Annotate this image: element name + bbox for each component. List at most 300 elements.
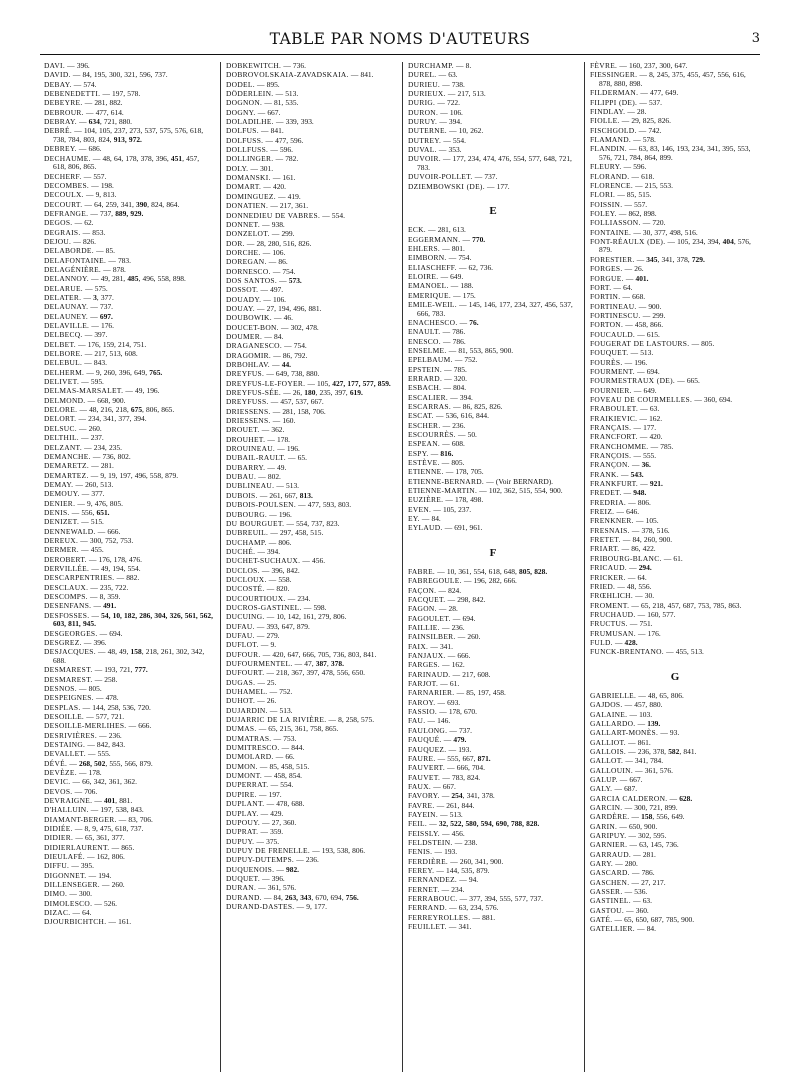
author-name: GALLOUIN. — [590, 765, 633, 775]
author-name: GARIPUY. — [590, 830, 627, 840]
author-name: FELDSTEIN. — [408, 837, 453, 847]
author-name: GAJDOS. — [590, 700, 623, 710]
index-entry: DUPLANT. — 478, 688. — [226, 799, 305, 809]
index-entry: EHLERS. — 801. — [408, 243, 465, 253]
index-entry: DEVÈZE. — 178. — [44, 767, 102, 777]
author-name: DUQUENOIS. — [226, 864, 275, 874]
index-entry: DRAGANESCO. — 754. — [226, 341, 307, 351]
author-name: ESCARRAS. — [408, 401, 451, 411]
index-entry: FRANÇON. — 36. — [590, 460, 651, 470]
author-name: DUPUY. — [226, 836, 255, 846]
page-ref: 9, 19, 197, 496, 558, 879. — [100, 470, 179, 480]
index-entry: DRIESSENS. — 160. — [226, 416, 296, 426]
index-entry: DROUHET. — 178. — [226, 434, 291, 444]
author-name: GALY. — [590, 784, 613, 794]
page-ref: 85. — [105, 246, 115, 256]
index-entry: DUPUY DE FRENELLE. — 193, 538, 806. — [226, 845, 366, 855]
page-ref: 64, 259, 341, — [94, 199, 136, 209]
author-name: DEBRÉ. — [44, 126, 73, 136]
author-name: GALLIOT. — [590, 737, 626, 747]
page-ref: 558. — [278, 574, 292, 584]
index-entry: FORT. — 64. — [590, 282, 633, 292]
page-ref: 843. — [93, 358, 107, 368]
author-name: DUVAL. — [408, 145, 437, 155]
page-ref: 801. — [451, 243, 465, 253]
index-entry: DREYFUS. — 649, 738, 880. — [226, 369, 320, 379]
index-entry: DENNEWALD. — 666. — [44, 526, 121, 536]
author-name: GARY. — [590, 859, 614, 868]
page-ref-bold: 485 — [127, 274, 139, 284]
author-name: DAVID. — [44, 70, 71, 80]
page-ref: 513. — [640, 348, 654, 358]
index-entry: FISCHGOLD. — 742. — [590, 125, 662, 135]
index-entry: DENIZET. — 515. — [44, 517, 104, 527]
page-ref: 46. — [283, 313, 293, 323]
author-name: FIOLLE. — [590, 116, 620, 126]
page-ref: 261, 667, — [269, 490, 300, 500]
index-entry: FABRE. — 10, 361, 554, 618, 648, 805, 828. — [408, 566, 548, 576]
page-ref: 103. — [639, 709, 653, 719]
page-ref: 361, 576. — [267, 883, 297, 893]
page-ref-bold: 139. — [647, 718, 661, 728]
author-name: FRESNAIS. — [590, 525, 630, 535]
index-entry: EMERIQUE. — 175. — [408, 290, 476, 300]
page-ref-bold: 428. — [624, 637, 638, 647]
page-ref: 84. — [273, 331, 284, 341]
author-name: DESMAREST. — [44, 674, 93, 684]
page-ref: , 556, 649. — [652, 812, 685, 822]
page-ref: 177. — [496, 181, 510, 191]
author-name: ENSELME. — [408, 345, 447, 355]
index-entry: DUBREUIL. — 297, 458, 515. — [226, 528, 324, 538]
author-name: FREDRIA. — [590, 497, 627, 507]
page-ref: 302, 478. — [290, 322, 319, 332]
author-name: DUMON. — [226, 761, 258, 771]
page-ref: , 576, 879. — [599, 236, 751, 255]
author-name: DOMINGUEZ. — [226, 191, 276, 201]
page-ref: 279. — [266, 630, 280, 640]
index-entry: ESPEAN. — 608. — [408, 439, 465, 449]
author-name: DURAND-DASTES. — [226, 901, 295, 911]
index-entry: DELMOND. — 668, 900. — [44, 395, 126, 405]
index-entry: DIMOLESCO. — 526. — [44, 898, 118, 908]
index-entry: DESTAING. — 842, 843. — [44, 739, 126, 749]
page-ref: 786. — [452, 336, 466, 346]
author-name: DECOMBES. — [44, 180, 90, 190]
author-name: DIZAC. — [44, 908, 71, 918]
page-ref-bold: 543. — [630, 469, 644, 479]
index-entry: ELIASCHEFF. — 62, 736. — [408, 262, 494, 272]
author-name: FANJAUX. — [408, 651, 446, 661]
index-entry: FOVEAU DE COURMELLES. — 360, 694. — [590, 394, 733, 404]
page-ref: 193. — [458, 744, 472, 754]
author-name: DUPRAT. — [226, 827, 259, 837]
index-entry: FORESTIER. — 345, 341, 378, 729. — [590, 254, 705, 264]
index-entry: DILLENSEGER. — 260. — [44, 880, 125, 890]
index-entry: FOUQUET. — 513. — [590, 348, 654, 358]
index-entry: DEBENEDETTI. — 197, 578. — [44, 89, 141, 99]
author-name: ENAULT. — [408, 327, 441, 337]
author-name: FAUQUÉ. — [408, 735, 442, 745]
page-ref: 144, 535, 879. — [446, 865, 490, 875]
index-entry: FAIX. — 341. — [408, 641, 453, 651]
page-ref: 176, 178, 476. — [98, 554, 142, 564]
index-entry: DURCHAMP. — 8. — [408, 61, 472, 70]
author-name: DÖDERLEIN. — [226, 89, 274, 99]
author-name: DELZANT. — [44, 442, 82, 452]
author-name: DEJOU. — [44, 236, 72, 246]
author-name: FINDLAY. — [590, 106, 626, 116]
page-ref: 805. — [88, 683, 102, 693]
page-ref: 65, 218, 457, 687, 753, 785, 863. — [641, 600, 742, 610]
page-ref: 297, 458, 515. — [279, 528, 324, 538]
index-entry: GALY. — 687. — [590, 784, 638, 794]
index-entry: FEISSLY. — 456. — [408, 828, 465, 838]
author-name: FEISSLY. — [408, 828, 440, 838]
author-name: ESCHER. — [408, 420, 441, 430]
page-ref: 64. — [637, 572, 647, 582]
author-name: DUCROS-GASTINEL. — [226, 602, 302, 612]
author-name: FAINSILBER. — [408, 632, 456, 642]
page-ref: 178, 498. — [455, 495, 484, 505]
author-name: DENNEWALD. — [44, 526, 96, 536]
page-ref: , 881. — [115, 795, 133, 805]
index-entry: DUCOSTÉ. — 820. — [226, 584, 290, 594]
index-entry: DOUBOWIK. — 46. — [226, 313, 293, 323]
page-ref: 666. — [457, 651, 471, 661]
author-name: FRIART. — [590, 544, 620, 554]
author-name: GASSER. — [590, 887, 623, 897]
author-name: DEMAY. — [44, 479, 74, 489]
author-name: FORTINEAU. — [590, 301, 637, 311]
index-entry: ESPY. — 816. — [408, 448, 454, 458]
index-entry: ETIENNE. — 178, 705. — [408, 467, 484, 477]
index-entry: DELHERM. — 9, 260, 396, 649, 765. — [44, 367, 163, 377]
author-name: FUNCK-BRENTANO. — [590, 647, 664, 657]
index-entry: DELAUNEY. — 697. — [44, 311, 113, 321]
index-entry: DUQUENOIS. — 982. — [226, 864, 300, 874]
page-ref: 339, 393. — [285, 117, 314, 127]
page-ref: 646. — [626, 507, 640, 517]
index-entry: FAUVERT. — 666, 704. — [408, 763, 485, 773]
index-entry: DUMONT. — 458, 854. — [226, 771, 303, 781]
author-name: DELSUC. — [44, 423, 77, 433]
page-ref: 197, 578. — [112, 89, 141, 99]
author-name: FAVORY. — [408, 791, 440, 801]
index-entry: DUFOURT. — 218, 367, 397, 478, 556, 650. — [226, 668, 366, 678]
page-ref: 693. — [447, 697, 461, 707]
page-ref-bold: 387 — [315, 659, 327, 668]
author-name: FOLEY. — [590, 208, 617, 218]
index-entry: DONNET. — 938. — [226, 219, 285, 229]
index-entry: DREYFUS-LE-FOYER. — 105, 427, 177, 577, 859. — [226, 378, 391, 388]
page-ref-bold: 268, 502 — [78, 758, 106, 768]
index-entry: FERDIÈRE. — 260, 341, 900. — [408, 856, 504, 866]
page-ref: , 341, 378. — [462, 791, 495, 801]
author-name: GARCIN. — [590, 802, 623, 812]
page-ref: 62. — [84, 218, 94, 228]
author-name: FERNET. — [408, 884, 440, 894]
index-entry: DAVID. — 84, 195, 300, 321, 596, 737. — [44, 70, 168, 80]
page-ref: 64. — [82, 908, 92, 918]
page-ref-bold: 390 — [135, 199, 148, 209]
author-name: DESGEORGES. — [44, 628, 98, 638]
index-entry: DOS SANTOS. — 573. — [226, 275, 302, 285]
page-ref: 234, 235. — [93, 442, 122, 452]
author-name: FAUVET. — [408, 772, 441, 782]
page-ref: 162, 806. — [96, 852, 125, 862]
author-name: DURAND. — [226, 892, 262, 902]
author-name: DUFOUR. — [226, 649, 261, 659]
page-title: TABLE PAR NOMS D'AUTEURS — [269, 30, 531, 48]
page-ref: 9, 813. — [95, 190, 117, 200]
index-entry: GALAINE. — 103. — [590, 709, 653, 719]
index-entry: DOLADILHE. — 339, 393. — [226, 117, 314, 127]
author-name: FLAMAND. — [590, 134, 632, 144]
author-name: DELARUE. — [44, 283, 83, 293]
author-name: FOLLIASSON. — [590, 218, 641, 228]
index-entry: DJOURBICHTCH. — 161. — [44, 917, 132, 927]
author-name: DELBECQ. — [44, 330, 83, 340]
index-entry: DUMATRAS. — 753. — [226, 733, 297, 743]
author-name: GALLOT. — [590, 756, 624, 766]
author-name: FOURNIER. — [590, 385, 632, 395]
author-name: FERRABOUC. — [408, 894, 458, 903]
page-ref: 104, 105, 237, 273, 537, 575, 576, 618, 738, 784, 803, 824, — [53, 126, 204, 144]
page-ref: 395. — [80, 861, 94, 871]
page-ref: 261, 844. — [446, 800, 475, 810]
author-name: DESFOSSES. — [44, 610, 90, 620]
page-ref: 281. — [100, 461, 114, 471]
page-ref: 8, 245, 375, 455, 457, 556, 616, 878, 880, 898. — [599, 70, 746, 88]
page-ref: 478, 688. — [276, 799, 305, 809]
author-name: FOURMESTRAUX (DE). — [590, 376, 676, 386]
index-entry: DELANNOY. — 49, 281, 485, 496, 558, 898. — [44, 274, 186, 284]
page-ref: 359. — [270, 827, 284, 837]
author-name: DUMOLARD. — [226, 752, 274, 762]
index-entry: FAÇON. — 824. — [408, 585, 462, 595]
index-entry: ESBACH. — 804. — [408, 383, 467, 393]
index-entry: FAINSILBER. — 260. — [408, 632, 481, 642]
author-name: FORGES. — [590, 264, 623, 274]
author-name: FAUVERT. — [408, 763, 446, 773]
page-ref-bold: 697. — [99, 311, 113, 321]
index-entry: DESFOSSES. — 54, 10, 182, 286, 304, 326, 561, 562, 603, 811, 945. — [44, 610, 213, 629]
index-entry: FRANCFORT. — 420. — [590, 432, 663, 442]
page-ref: 178, 670. — [448, 707, 478, 717]
index-entry: DESCARPENTRIES. — 882. — [44, 573, 140, 583]
page-ref: 396. — [93, 637, 107, 647]
page-ref: 554. — [280, 780, 294, 790]
index-entry: DEFRANGE. — 737, 889, 929. — [44, 208, 144, 218]
index-entry: DESJACQUES. — 48, 49, 158, 218, 261, 302, 342, 688. — [44, 647, 205, 665]
author-name: DELTHIL. — [44, 433, 79, 443]
page-ref: 10, 142, 161, 279, 806. — [276, 612, 347, 622]
page-ref-bold: 427, 177, 577, 859. — [332, 378, 391, 388]
page-ref: 260, 341, 900. — [459, 856, 504, 866]
page-ref: 665. — [686, 376, 700, 386]
author-name: DOLLFUSS. — [226, 145, 269, 155]
page-ref: 196. — [286, 444, 300, 454]
author-name: DEMARETZ. — [44, 461, 90, 471]
page-ref: 26. — [634, 264, 644, 274]
index-entry: DUJARRIC DE LA RIVIÈRE. — 8, 258, 575. — [226, 715, 375, 725]
index-entry: DOGNY. — 667. — [226, 107, 281, 117]
author-name: FABREGOULE. — [408, 576, 462, 586]
page-ref: 161. — [282, 173, 296, 183]
author-name: DRAGOMIR. — [226, 350, 272, 360]
author-name: DELATER. — [44, 293, 82, 302]
index-entry: ESCHER. — 236. — [408, 420, 466, 430]
index-entry: DELBORE. — 217, 513, 608. — [44, 349, 138, 359]
page-ref: 85, 515. — [626, 190, 652, 200]
index-entry: FREDRIA. — 806. — [590, 497, 651, 507]
page-ref: 85, 458, 515. — [269, 761, 310, 771]
index-entry: DUPLAY. — 429. — [226, 808, 284, 818]
index-entry: DROUINEAU. — 196. — [226, 444, 300, 454]
author-name: FRUMUSAN. — [590, 628, 636, 638]
index-entry: DOUMER. — 84. — [226, 331, 284, 341]
index-entry: DECHAUME. — 48, 64, 178, 378, 396, 451, 457, 618, 806, 865. — [44, 153, 200, 172]
page-ref: 666. — [138, 721, 152, 731]
author-name: DESRIVIÈRES. — [44, 730, 97, 740]
index-entry: FOURNIER. — 649. — [590, 385, 657, 395]
index-entry: DUBAU. — 802. — [226, 472, 281, 482]
page-ref: 299. — [652, 310, 666, 320]
index-entry: DUPUY. — 375. — [226, 836, 280, 846]
author-name: DOLFUS. — [226, 126, 259, 136]
index-entry: FRANÇOIS. — 555. — [590, 451, 657, 461]
page-ref: 258. — [104, 674, 118, 684]
author-name: DOLLINGER. — [226, 154, 274, 164]
author-name: DUFAU. — [226, 630, 255, 640]
author-name: FRANCHOMME. — [590, 441, 649, 451]
page-ref: 668. — [632, 292, 646, 302]
page-ref: 694. — [462, 613, 476, 623]
author-name: DELMAS-MARSALET. — [44, 386, 124, 396]
author-name: ESPY. — [408, 448, 429, 458]
page-ref: 260. — [467, 632, 481, 642]
author-name: FRANÇON. — [590, 460, 630, 470]
index-entry: FOUCAULD. — 615. — [590, 329, 660, 339]
author-name: DOLFUSS. — [226, 135, 264, 145]
index-entry: DEVIC. — 66, 342, 361, 362. — [44, 777, 137, 787]
page-ref: 458, 866. — [634, 320, 664, 330]
page-ref: 786. — [641, 868, 655, 878]
index-entry: FAURE. — 555, 667, 871. — [408, 753, 491, 763]
section-letter: G — [670, 670, 680, 683]
index-entry: GARDÈRE. — 158, 556, 649. — [590, 812, 685, 822]
page-ref: 28. — [448, 604, 458, 614]
author-name: DELBET. — [44, 339, 76, 349]
index-entry: FRENKNER. — 105. — [590, 516, 659, 526]
page-ref: 105, 234, 394, — [677, 236, 723, 246]
author-name: DREYFUSS. — [226, 397, 269, 407]
page-ref: 555. — [643, 451, 657, 461]
author-name: EUZIÈRE. — [408, 495, 444, 505]
page-ref: 513. — [286, 481, 300, 491]
index-entry: ESCARRAS. — 86, 825, 826. — [408, 401, 503, 411]
page-ref: 844. — [291, 743, 305, 753]
author-name: GALLART-MONÈS. — [590, 728, 659, 738]
page-ref: , 555, 566, 879. — [105, 758, 153, 768]
page-ref: 737. — [484, 172, 498, 182]
author-name: GARRAUD. — [590, 849, 632, 859]
index-entry: GALLOUIN. — 361, 576. — [590, 765, 673, 775]
index-entry: FOUGERAT DE LASTOURS. — 805. — [590, 338, 715, 348]
page-ref: 667. — [629, 774, 643, 784]
index-entry: DUBOIS. — 261, 667, 813. — [226, 490, 313, 500]
author-name: GARNIER. — [590, 840, 628, 850]
page-ref-bold: 36. — [641, 460, 651, 470]
index-entry: DURAN. — 361, 576. — [226, 883, 297, 893]
author-name: DUVOIR-POLLET. — [408, 172, 473, 182]
author-name: DZIEMBOWSKI (DE). — [408, 181, 485, 191]
author-name: DUTREY. — [408, 135, 442, 145]
author-name: ESCAT. — [408, 411, 434, 421]
index-entry: FARJOT. — 61. — [408, 679, 460, 689]
author-name: DUPLANT. — [226, 799, 265, 809]
page-ref: 9, 177. — [306, 901, 327, 911]
index-entry: DURAND. — 84, 263, 343, 670, 694, 756. — [226, 892, 359, 902]
index-entry: FIOLLE. — 29, 825, 826. — [590, 116, 671, 126]
index-entry: DIGONNET. — 194. — [44, 870, 112, 880]
author-name: DEGOS. — [44, 218, 73, 228]
index-entry: DESPLAS. — 144, 258, 536, 720. — [44, 702, 151, 712]
page-ref-bold: 582 — [668, 746, 680, 756]
author-name: DEVÈZE. — [44, 767, 77, 777]
page-ref: 175. — [462, 290, 476, 300]
index-entry: GATÉ. — 65, 650, 687, 785, 900. — [590, 915, 695, 925]
page-ref: , 670, 694, — [311, 892, 346, 902]
index-entry: FORGUE. — 401. — [590, 273, 649, 283]
index-entry: DUCUING. — 10, 142, 161, 279, 806. — [226, 612, 347, 622]
page-ref-bold: 816. — [440, 448, 454, 458]
index-entry: DUTERNE. — 10, 262. — [408, 126, 484, 136]
page-ref: 397. — [94, 330, 108, 340]
page-ref: 50. — [467, 429, 477, 439]
author-name: DUBREUIL. — [226, 528, 269, 538]
index-entry: FAULONG. — 737. — [408, 725, 473, 735]
author-name: DELIVET. — [44, 377, 80, 387]
page-ref: 28, 280, 516, 826. — [256, 238, 312, 248]
index-column-3 — [408, 62, 578, 1072]
page-ref: 608. — [451, 439, 465, 449]
author-name: DECOULX. — [44, 190, 84, 200]
author-name: DIEULAFÉ. — [44, 852, 85, 862]
index-entry: DUFAU. — 393, 647, 879. — [226, 621, 310, 631]
index-entry: DESNOS. — 805. — [44, 683, 102, 693]
author-name: DUFAU. — [226, 621, 255, 631]
page-ref: 193, 538, 806. — [321, 845, 366, 855]
page-ref: 47, — [304, 659, 316, 668]
index-entry: DUFOURMENTEL. — 47, 387, 378. — [226, 659, 344, 668]
index-entry: DEVALLET. — 555. — [44, 749, 111, 759]
page-ref: 806. — [278, 537, 292, 547]
author-name: FISCHGOLD. — [590, 125, 637, 135]
page-ref: 596. — [633, 162, 647, 172]
author-name: DILLENSEGER. — [44, 880, 100, 890]
page-ref: 557. — [634, 199, 648, 209]
author-name: FABRE. — [408, 566, 436, 576]
page-ref: 176, 159, 214, 751. — [87, 339, 147, 349]
page-ref: 30, 377, 498, 516. — [642, 227, 698, 237]
index-entry: FLAMAND. — 578. — [590, 134, 656, 144]
page-ref: 753. — [283, 733, 297, 743]
index-entry: FOURMESTRAUX (DE). — 665. — [590, 376, 700, 386]
page-ref: 65, 361, 377. — [84, 833, 125, 843]
author-name: DURCHAMP. — [408, 61, 454, 70]
